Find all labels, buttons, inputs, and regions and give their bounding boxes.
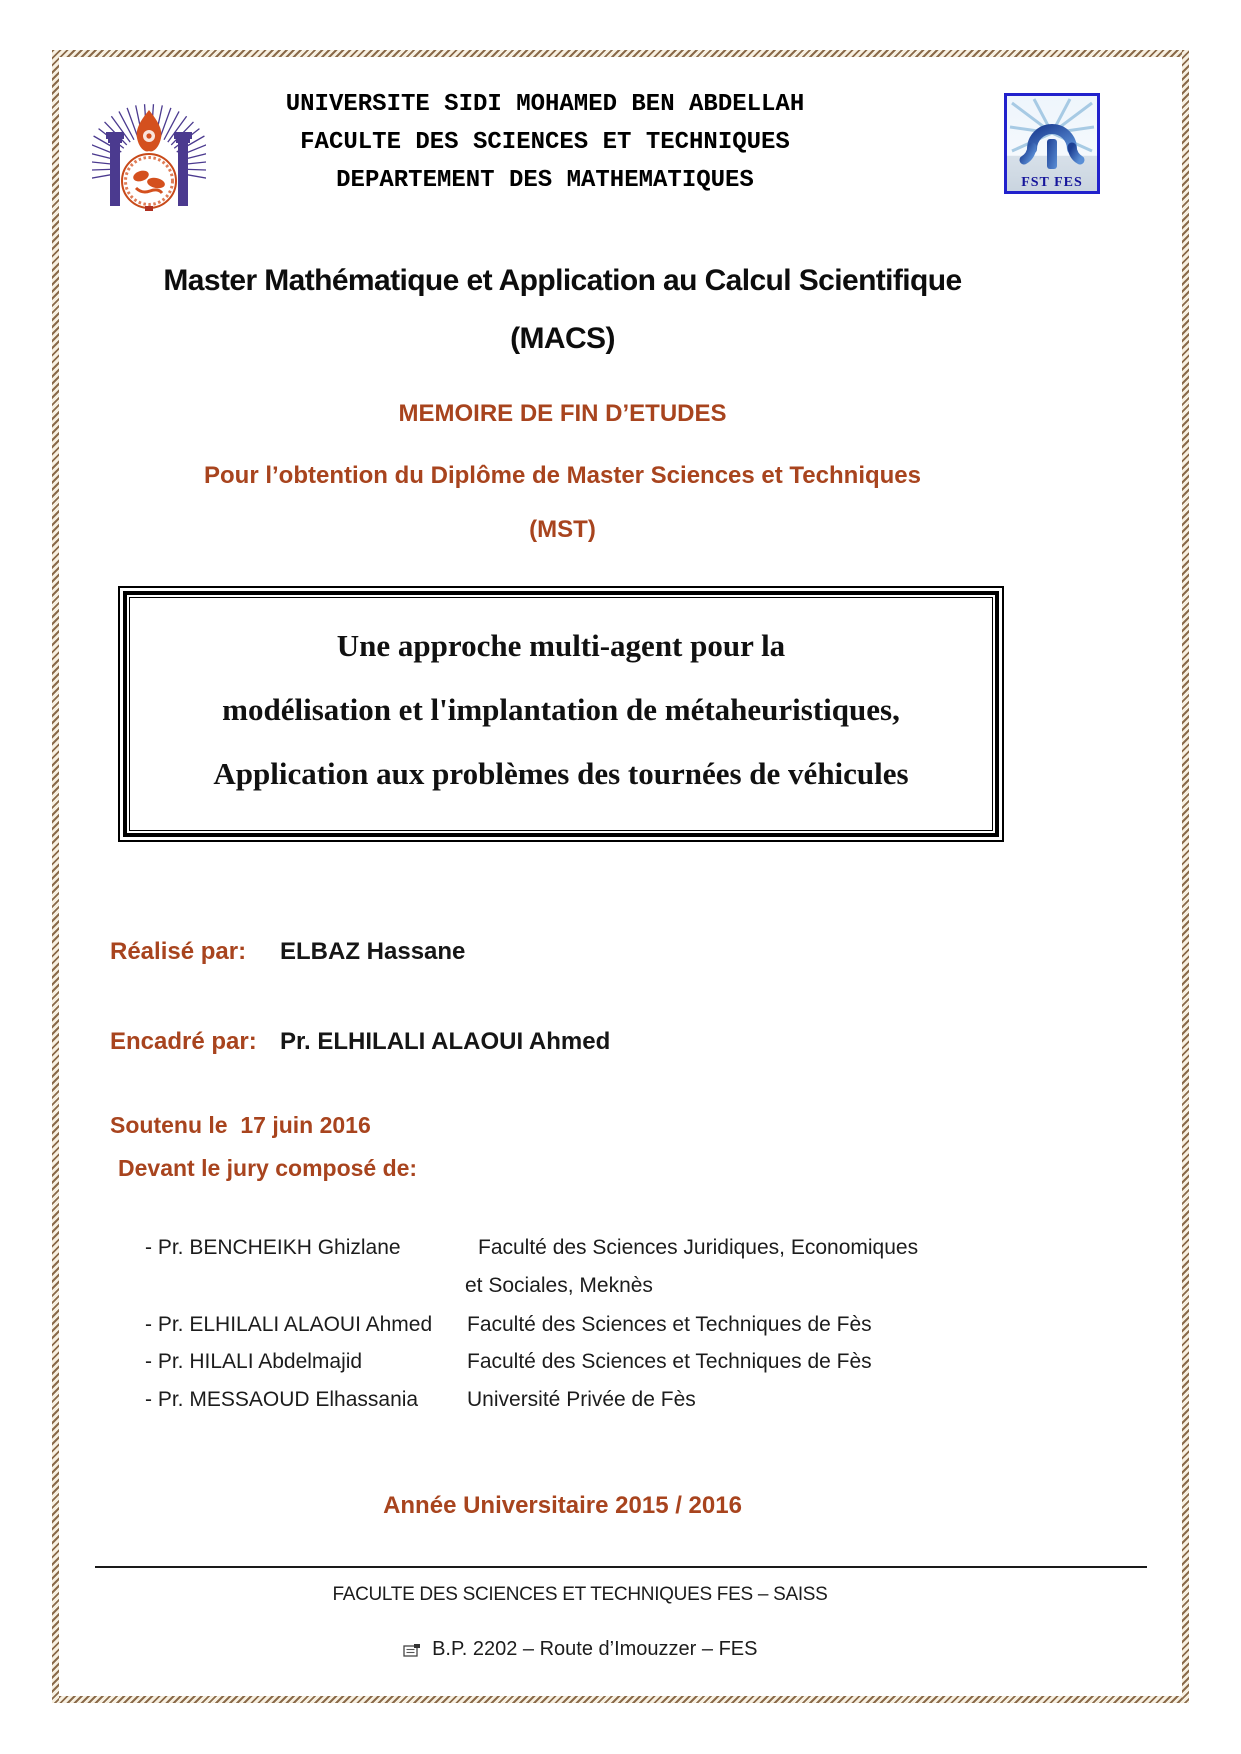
defense-date: Soutenu le 17 juin 2016 xyxy=(110,1112,371,1138)
border-bottom xyxy=(52,1696,1189,1703)
thesis-title-line3: Application aux problèmes des tournées de véhicules xyxy=(213,756,909,791)
institution-header xyxy=(250,86,840,200)
jury-member-name: - Pr. HILALI Abdelmajid xyxy=(145,1350,363,1373)
faculty-name: FACULTE DES SCIENCES ET TECHNIQUES xyxy=(300,129,790,156)
jury-member-name: - Pr. BENCHEIKH Ghizlane xyxy=(145,1236,401,1259)
encadre-par-label: Encadré par: xyxy=(110,1028,257,1055)
footer-faculty: FACULTE DES SCIENCES ET TECHNIQUES FES – SAISS xyxy=(332,1584,828,1605)
jury-member-affiliation: Faculté des Sciences Juridiques, Economiques xyxy=(478,1236,919,1259)
thesis-title-line2: modélisation et l'implantation de métaheuristiques, xyxy=(222,692,900,727)
memoir-heading: MEMOIRE DE FIN D’ETUDES xyxy=(398,400,727,427)
realise-par-label: Réalisé par: xyxy=(110,938,247,965)
footer-divider xyxy=(95,1566,1147,1568)
logo-caption: FST FES xyxy=(1021,175,1083,190)
department-name: DEPARTEMENT DES MATHEMATIQUES xyxy=(336,167,754,194)
university-emblem-icon xyxy=(92,76,206,223)
jury-member-affiliation: Université Privée de Fès xyxy=(467,1388,696,1411)
academic-year: Année Universitaire 2015 / 2016 xyxy=(383,1492,742,1519)
thesis-title-box xyxy=(118,586,1004,842)
program-title xyxy=(95,252,1030,368)
program-title-line2: (MACS) xyxy=(510,322,615,355)
jury-member-name: - Pr. MESSAOUD Elhassania xyxy=(145,1388,419,1411)
jury-member-affiliation: Faculté des Sciences et Techniques de Fès xyxy=(467,1350,872,1373)
jury-member-affiliation: Faculté des Sciences et Techniques de Fès xyxy=(467,1313,872,1336)
border-left xyxy=(52,50,59,1703)
border-right xyxy=(1182,50,1189,1703)
emblem-medallion xyxy=(122,154,176,211)
border-top xyxy=(52,50,1189,57)
fst-fes-logo-icon xyxy=(1004,93,1100,199)
jury-member-name: - Pr. ELHILALI ALAOUI Ahmed xyxy=(145,1313,433,1336)
footer-address: B.P. 2202 – Route d’Imouzzer – FES xyxy=(432,1638,758,1660)
memoir-abbreviation: (MST) xyxy=(529,516,596,543)
university-name: UNIVERSITE SIDI MOHAMED BEN ABDELLAH xyxy=(285,91,805,118)
footer-address-row xyxy=(95,1638,1065,1663)
envelope-icon xyxy=(403,1640,427,1662)
memoir-subheading: Pour l’obtention du Diplôme de Master Sciences et Techniques xyxy=(203,462,921,489)
supervisor-name: Pr. ELHILALI ALAOUI Ahmed xyxy=(280,1028,611,1055)
thesis-title-line1: Une approche multi-agent pour la xyxy=(336,628,786,663)
program-title-line1: Master Mathématique et Application au Calcul Scientifique xyxy=(163,264,962,297)
jury-heading: Devant le jury composé de: xyxy=(118,1155,418,1181)
jury-member-affiliation-wrap: et Sociales, Meknès xyxy=(465,1274,653,1297)
author-name: ELBAZ Hassane xyxy=(280,938,466,965)
